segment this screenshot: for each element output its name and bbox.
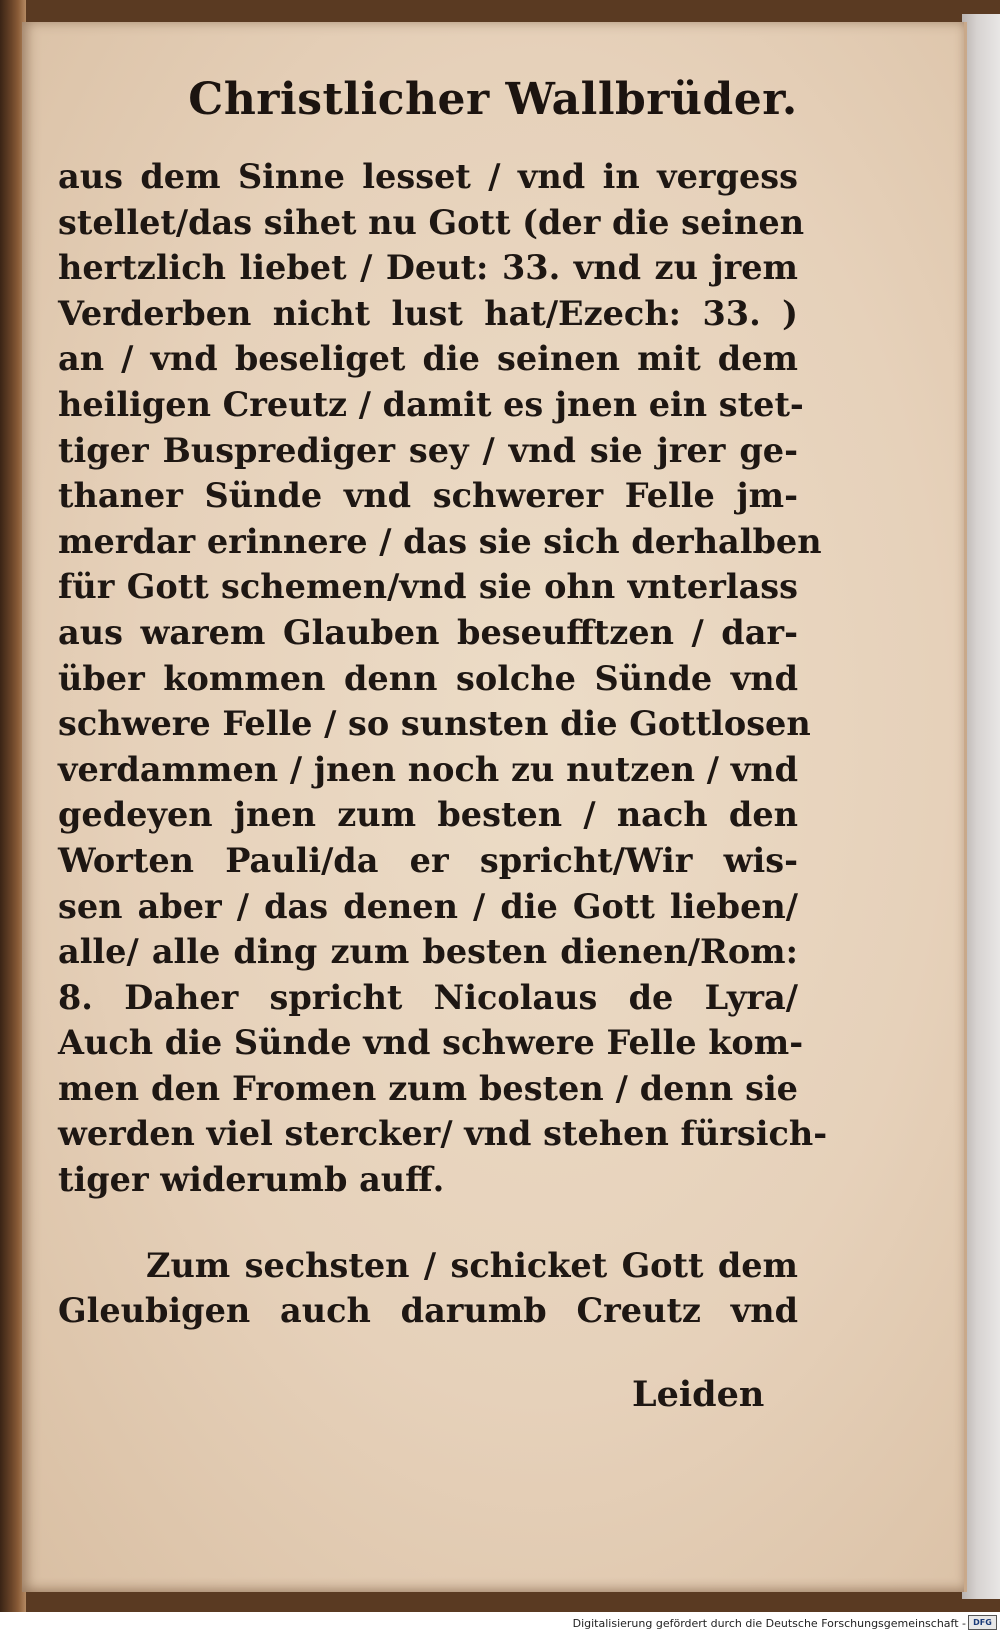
text-line: werden viel stercker/ vnd stehen fürsich-	[58, 1114, 828, 1154]
digitization-footer	[0, 1612, 1000, 1633]
funding-credit: Digitalisierung gefördert durch die Deutsche Forschungsgemeinschaft -	[572, 1617, 966, 1630]
text-line: sen aber / das denen / die Gott lieben/	[58, 886, 798, 926]
text-line: aus dem Sinne lesset / vnd in vergess	[58, 157, 798, 196]
text-line: über kommen denn solche Sünde vnd	[58, 658, 798, 698]
text-line: tiger Busprediger sey / vnd sie jrer ge-	[58, 430, 798, 470]
text-line: hertzlich liebet / Deut: 33. vnd zu jrem	[58, 248, 798, 288]
text-line: an / vnd beseliget die seinen mit dem	[58, 339, 798, 379]
text-block	[58, 154, 828, 1334]
paragraph-gap	[58, 1203, 798, 1243]
dfg-logo: DFG	[968, 1615, 997, 1630]
text-line: Worten Pauli/da er spricht/Wir wis-	[58, 840, 798, 880]
catchword: Leiden	[632, 1374, 765, 1415]
text-line: merdar erinnere / das sie sich derhalben	[58, 521, 822, 561]
text-line: men den Fromen zum besten / denn sie	[58, 1068, 798, 1108]
text-line: verdammen / jnen noch zu nutzen / vnd	[58, 749, 798, 789]
text-line: gedeyen jnen zum besten / nach den	[58, 795, 798, 835]
text-line: heiligen Creutz / damit es jnen ein stet-	[58, 384, 804, 424]
text-line: Verderben nicht lust hat/Ezech: 33. )	[58, 293, 798, 333]
text-line: schwere Felle / so sunsten die Gottlosen	[58, 704, 811, 744]
text-line: Auch die Sünde vnd schwere Felle kom-	[58, 1023, 804, 1063]
text-line: stellet/das sihet nu Gott (der die seinen	[58, 202, 805, 242]
text-line: 8. Daher spricht Nicolaus de Lyra/	[58, 977, 798, 1017]
text-line: alle/ alle ding zum besten dienen/Rom:	[58, 932, 798, 972]
text-line: Gleubigen auch darumb Creutz vnd	[58, 1291, 798, 1331]
book-page	[22, 22, 967, 1592]
scan-margin	[962, 14, 1000, 1599]
running-head: Christlicher Wallbrüder.	[188, 74, 798, 125]
text-line: Zum sechsten / schicket Gott dem	[146, 1245, 798, 1285]
text-line: thaner Sünde vnd schwerer Felle jm-	[58, 476, 798, 516]
text-line: tiger widerumb auff.	[58, 1160, 445, 1200]
text-line: aus warem Glauben beseufftzen / dar-	[58, 612, 798, 652]
text-line: für Gott schemen/vnd sie ohn vnterlass	[58, 567, 798, 607]
